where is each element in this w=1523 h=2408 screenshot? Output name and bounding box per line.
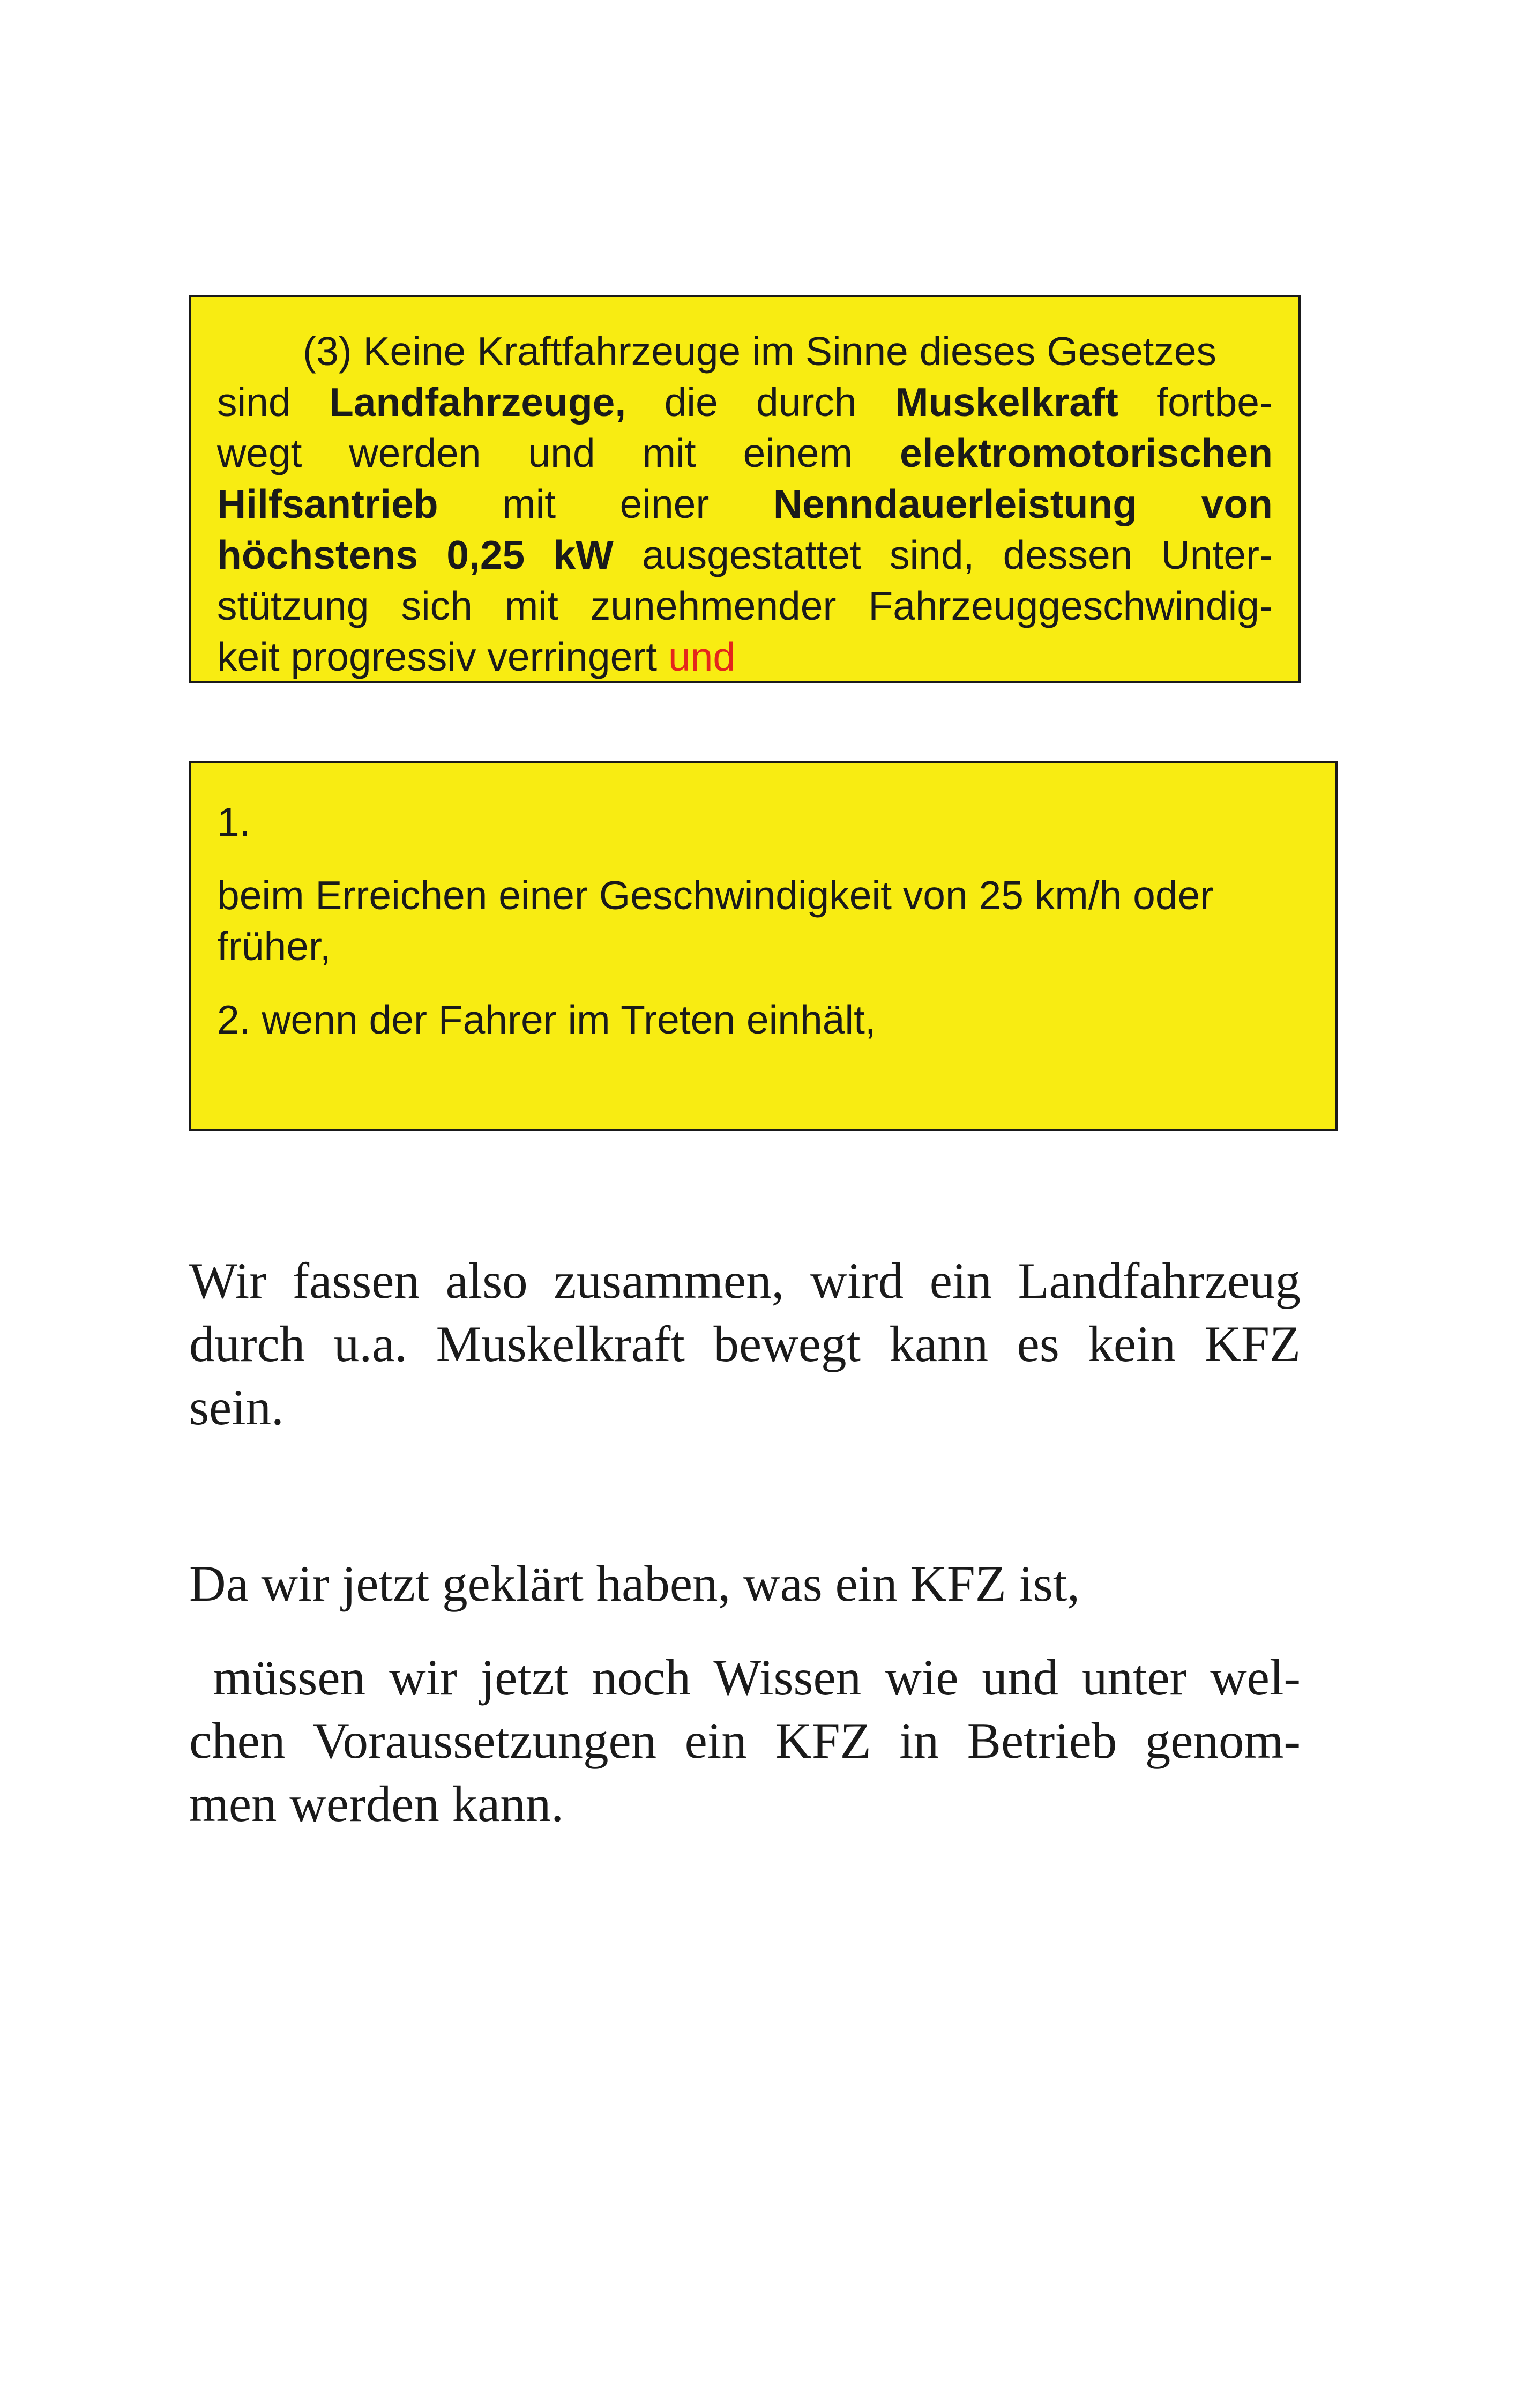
item-1-text: beim Erreichen einer Geschwindigkeit von 25 km/h oder früher, bbox=[217, 873, 1214, 969]
term-nenndauerleistung: Nenndauerleistung von bbox=[773, 481, 1273, 526]
term-elektromotorischen: elektromotorischen bbox=[899, 430, 1273, 475]
red-und: und bbox=[668, 634, 736, 679]
next-step-paragraph: müssen wir jetzt noch Wissen wie und unter wel- chen Voraussetzungen ein KFZ in Betrieb genom- men werden kann. bbox=[189, 1649, 1301, 1832]
law-line-5: höchstens 0,25 kW ausgestattet sind, dessen Unter- bbox=[217, 532, 1273, 577]
conditions-box bbox=[189, 761, 1338, 1131]
law-line-1: (3) Keine Kraftfahrzeuge im Sinne dieses Gesetzes bbox=[303, 329, 1217, 374]
clarified-paragraph: Da wir jetzt geklärt haben, was ein KFZ ist, bbox=[189, 1555, 1080, 1612]
law-line-2: sind Landfahrzeuge, die durch Muskelkraft fortbe- bbox=[217, 380, 1273, 425]
term-hilfsantrieb: Hilfsantrieb bbox=[217, 481, 438, 526]
law-line-3: wegt werden und mit einem elektromotorischen bbox=[217, 430, 1273, 475]
law-excerpt-box bbox=[189, 295, 1301, 683]
term-muskelkraft: Muskelkraft bbox=[895, 380, 1118, 425]
summary-paragraph: Wir fassen also zusammen, wird ein Landfahrzeug durch u.a. Muskelkraft bewegt kann es kein KFZ sein. bbox=[189, 1252, 1301, 1436]
item-2-text: 2. wenn der Fahrer im Treten einhält, bbox=[217, 997, 876, 1042]
law-line-7: keit progressiv verringert und bbox=[217, 634, 736, 679]
term-hoechstens: höchstens 0,25 kW bbox=[217, 532, 614, 577]
law-line-6: stützung sich mit zunehmender Fahrzeuggeschwindig- bbox=[217, 583, 1273, 628]
item-1-number: 1. bbox=[217, 799, 251, 844]
law-line-4: Hilfsantrieb mit einer Nenndauerleistung von bbox=[217, 481, 1273, 526]
term-landfahrzeuge: Landfahrzeuge, bbox=[329, 380, 626, 425]
